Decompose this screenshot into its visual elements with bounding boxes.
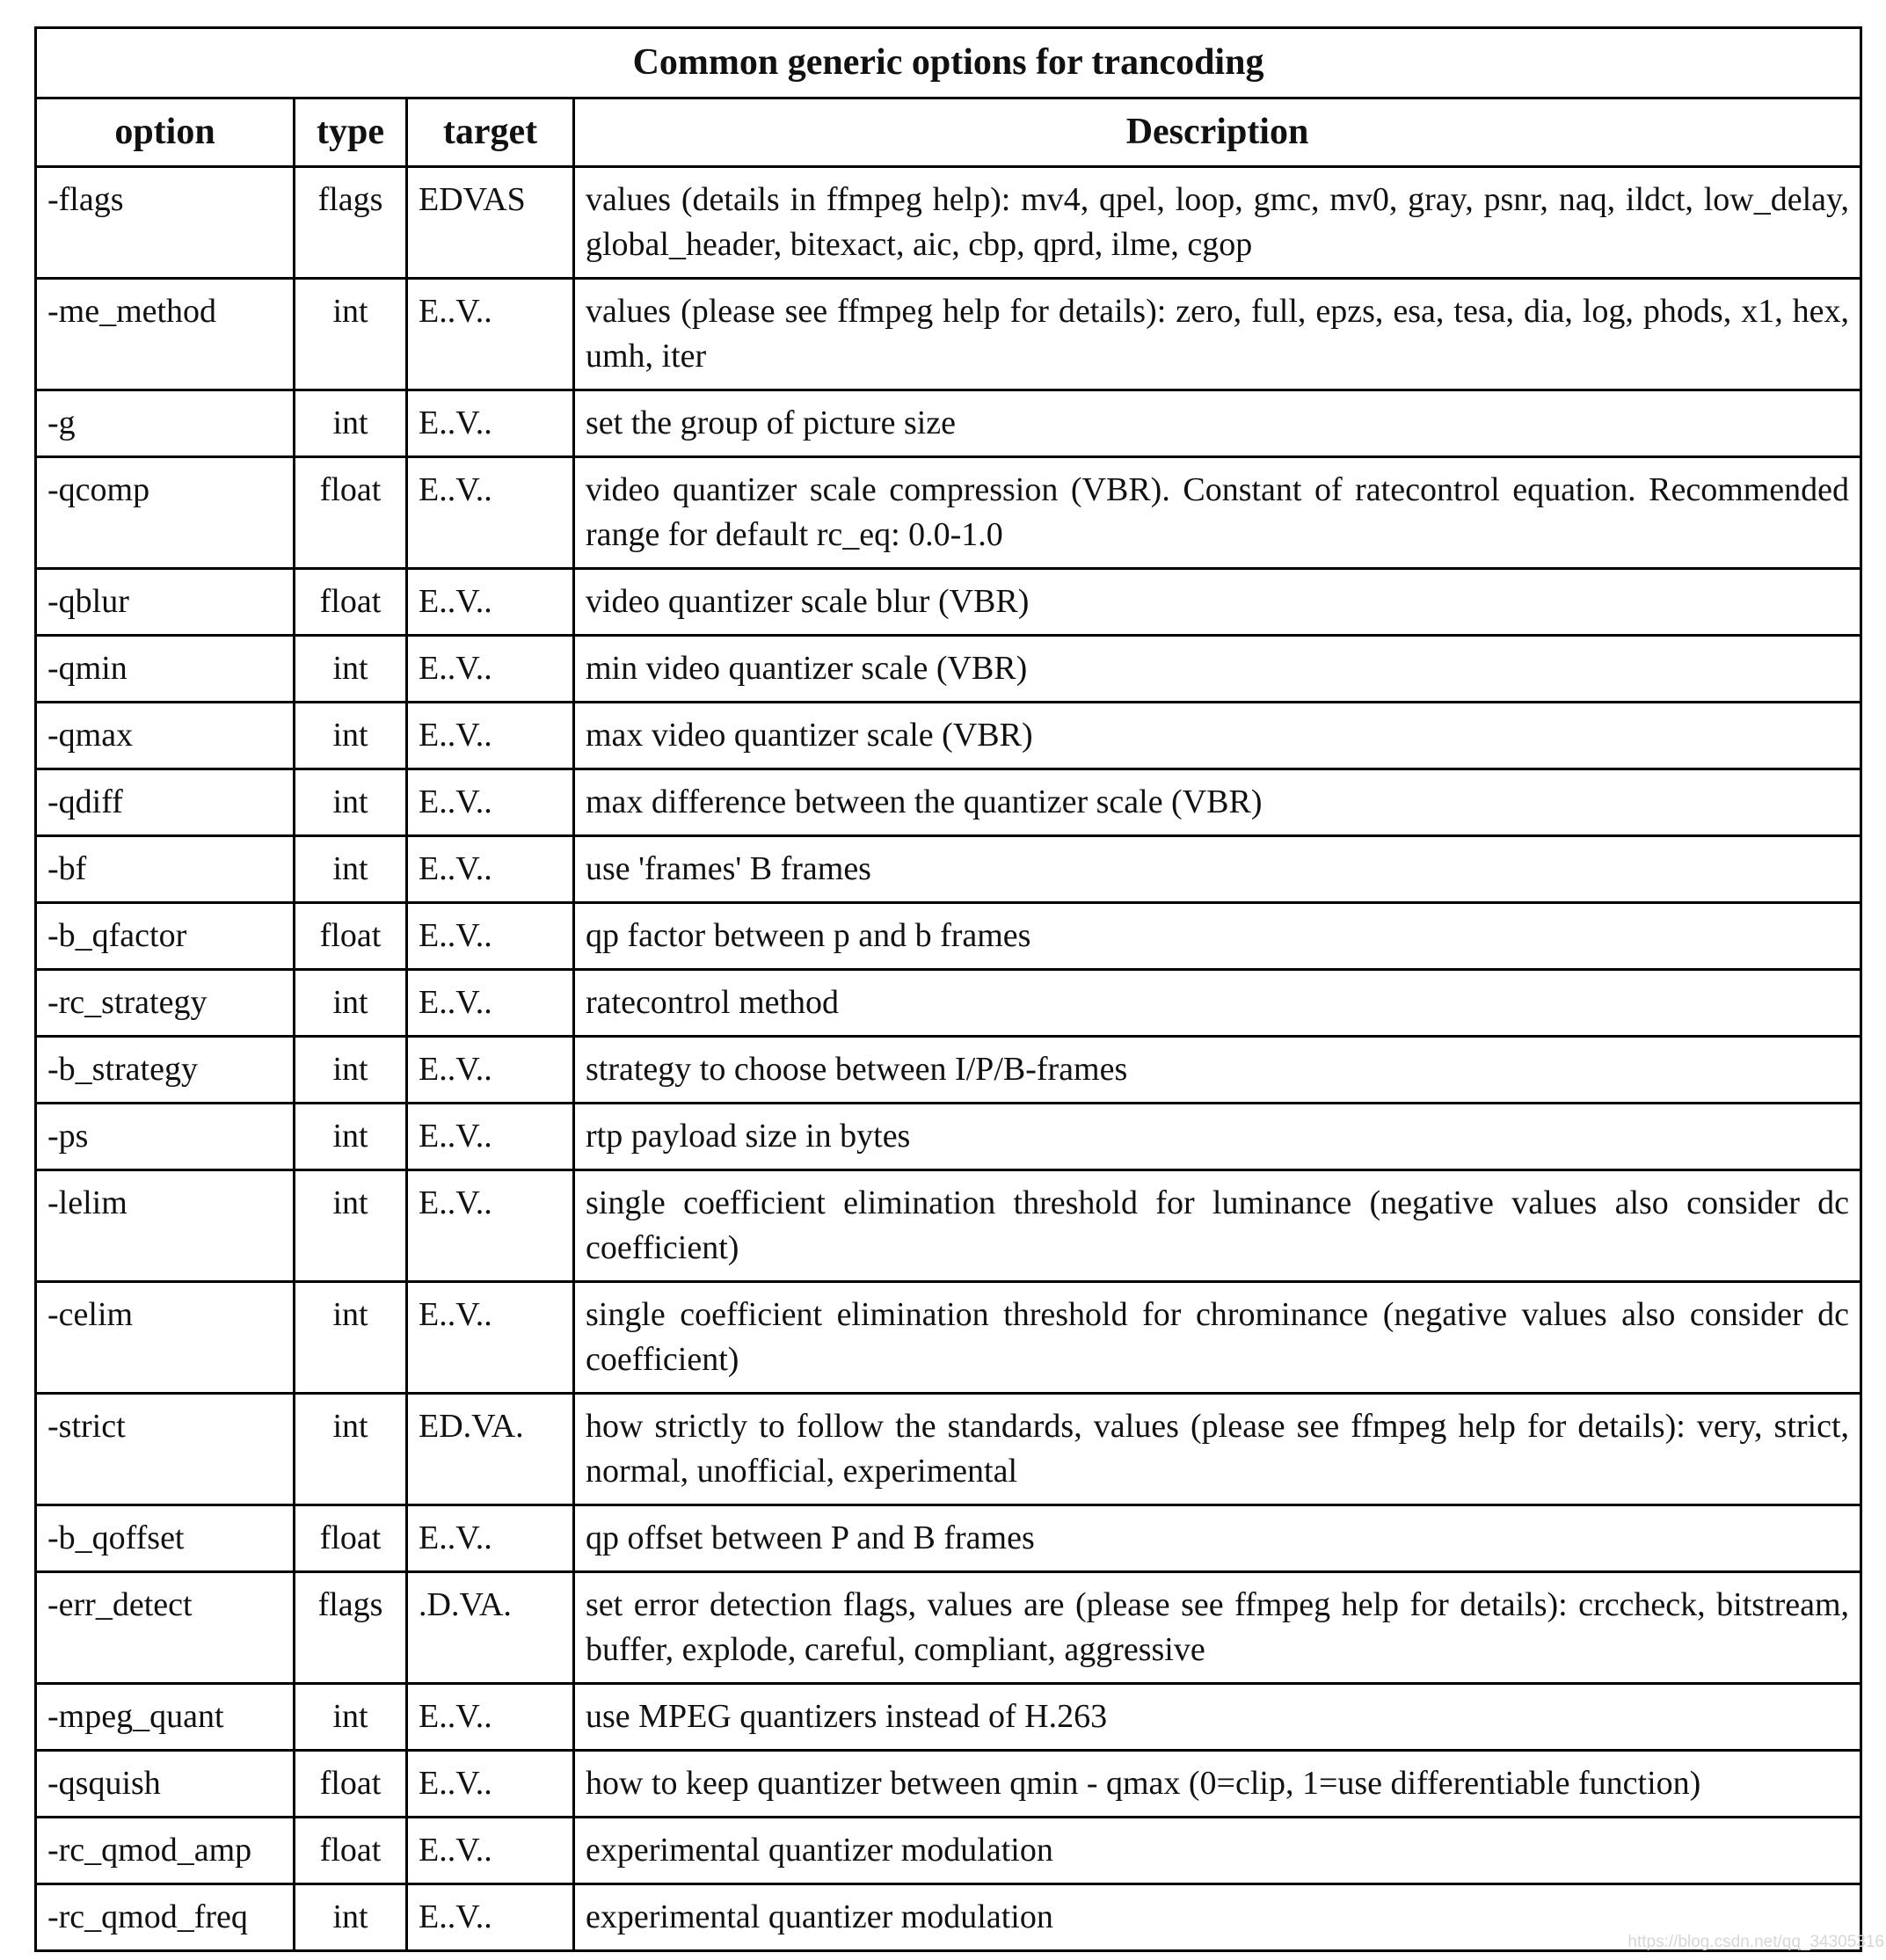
target-cell: E..V.. — [407, 390, 574, 457]
type-cell: int — [295, 1394, 407, 1505]
option-cell: -g — [36, 390, 295, 457]
table-row — [36, 703, 1861, 769]
description-cell: use 'frames' B frames — [574, 836, 1861, 903]
table-row — [36, 1884, 1861, 1951]
option-cell: -err_detect — [36, 1572, 295, 1684]
table-row — [36, 903, 1861, 970]
description-cell: qp offset between P and B frames — [574, 1505, 1861, 1572]
target-cell: E..V.. — [407, 1282, 574, 1394]
target-cell: E..V.. — [407, 903, 574, 970]
table-title: Common generic options for trancoding — [36, 28, 1861, 98]
table-row — [36, 569, 1861, 636]
table-row — [36, 1818, 1861, 1884]
description-cell: use MPEG quantizers instead of H.263 — [574, 1684, 1861, 1751]
description-cell: how to keep quantizer between qmin - qmax (0=clip, 1=use differentiable function) — [574, 1751, 1861, 1818]
description-cell: single coefficient elimination threshold for luminance (negative values also consider dc coefficient) — [574, 1170, 1861, 1282]
target-cell: EDVAS — [407, 167, 574, 279]
type-cell: int — [295, 390, 407, 457]
option-cell: -qmax — [36, 703, 295, 769]
option-cell: -b_qoffset — [36, 1505, 295, 1572]
type-cell: int — [295, 1684, 407, 1751]
type-cell: float — [295, 1818, 407, 1884]
option-cell: -strict — [36, 1394, 295, 1505]
target-cell: E..V.. — [407, 279, 574, 390]
option-cell: -b_qfactor — [36, 903, 295, 970]
target-cell: E..V.. — [407, 1505, 574, 1572]
type-cell: float — [295, 903, 407, 970]
description-cell: experimental quantizer modulation — [574, 1818, 1861, 1884]
target-cell: E..V.. — [407, 1037, 574, 1104]
type-cell: flags — [295, 1572, 407, 1684]
type-cell: int — [295, 703, 407, 769]
option-cell: -ps — [36, 1104, 295, 1170]
table-header-row — [36, 98, 1861, 167]
type-cell: int — [295, 970, 407, 1037]
description-cell: video quantizer scale compression (VBR). Constant of ratecontrol equation. Recommended range for default rc_eq: 0.0-1.0 — [574, 457, 1861, 569]
type-cell: int — [295, 1037, 407, 1104]
table-row — [36, 1170, 1861, 1282]
type-cell: int — [295, 1282, 407, 1394]
description-cell: video quantizer scale blur (VBR) — [574, 569, 1861, 636]
type-cell: flags — [295, 167, 407, 279]
type-cell: int — [295, 1884, 407, 1951]
target-cell: E..V.. — [407, 769, 574, 836]
description-cell: experimental quantizer modulation — [574, 1884, 1861, 1951]
table-row — [36, 1394, 1861, 1505]
type-cell: int — [295, 1170, 407, 1282]
table-row — [36, 457, 1861, 569]
table-row — [36, 1572, 1861, 1684]
table-row — [36, 1104, 1861, 1170]
table-row — [36, 390, 1861, 457]
type-cell: int — [295, 836, 407, 903]
option-cell: -flags — [36, 167, 295, 279]
type-cell: int — [295, 279, 407, 390]
header-type: type — [295, 98, 407, 167]
description-cell: min video quantizer scale (VBR) — [574, 636, 1861, 703]
header-target: target — [407, 98, 574, 167]
target-cell: E..V.. — [407, 1751, 574, 1818]
description-cell: single coefficient elimination threshold for chrominance (negative values also consider dc coefficient) — [574, 1282, 1861, 1394]
option-cell: -bf — [36, 836, 295, 903]
option-cell: -b_strategy — [36, 1037, 295, 1104]
table-row — [36, 279, 1861, 390]
option-cell: -rc_strategy — [36, 970, 295, 1037]
option-cell: -rc_qmod_amp — [36, 1818, 295, 1884]
target-cell: E..V.. — [407, 836, 574, 903]
description-cell: ratecontrol method — [574, 970, 1861, 1037]
type-cell: int — [295, 769, 407, 836]
option-cell: -celim — [36, 1282, 295, 1394]
type-cell: float — [295, 1751, 407, 1818]
target-cell: E..V.. — [407, 1684, 574, 1751]
table-row — [36, 769, 1861, 836]
table-row — [36, 167, 1861, 279]
target-cell: E..V.. — [407, 1884, 574, 1951]
header-option: option — [36, 98, 295, 167]
option-cell: -mpeg_quant — [36, 1684, 295, 1751]
type-cell: float — [295, 1505, 407, 1572]
table-body — [36, 167, 1861, 1951]
table-row — [36, 1505, 1861, 1572]
table-row — [36, 1037, 1861, 1104]
table-row — [36, 1282, 1861, 1394]
description-cell: set error detection flags, values are (please see ffmpeg help for details): crccheck, bitstream, buffer, explode, careful, compliant, aggressive — [574, 1572, 1861, 1684]
option-cell: -qblur — [36, 569, 295, 636]
description-cell: how strictly to follow the standards, values (please see ffmpeg help for details): very, strict, normal, unofficial, experimental — [574, 1394, 1861, 1505]
target-cell: E..V.. — [407, 1818, 574, 1884]
type-cell: int — [295, 636, 407, 703]
type-cell: int — [295, 1104, 407, 1170]
table-row — [36, 636, 1861, 703]
type-cell: float — [295, 457, 407, 569]
table-row — [36, 1684, 1861, 1751]
target-cell: E..V.. — [407, 1104, 574, 1170]
target-cell: E..V.. — [407, 1170, 574, 1282]
option-cell: -qcomp — [36, 457, 295, 569]
table-row — [36, 1751, 1861, 1818]
description-cell: rtp payload size in bytes — [574, 1104, 1861, 1170]
option-cell: -qsquish — [36, 1751, 295, 1818]
target-cell: E..V.. — [407, 569, 574, 636]
description-cell: qp factor between p and b frames — [574, 903, 1861, 970]
type-cell: float — [295, 569, 407, 636]
description-cell: values (please see ffmpeg help for details): zero, full, epzs, esa, tesa, dia, log, phods, x1, hex, umh, iter — [574, 279, 1861, 390]
target-cell: E..V.. — [407, 703, 574, 769]
target-cell: ED.VA. — [407, 1394, 574, 1505]
target-cell: .D.VA. — [407, 1572, 574, 1684]
target-cell: E..V.. — [407, 636, 574, 703]
table-row — [36, 836, 1861, 903]
description-cell: values (details in ffmpeg help): mv4, qpel, loop, gmc, mv0, gray, psnr, naq, ildct, low_delay, global_header, bitexact, aic, cbp, qprd, ilme, cgop — [574, 167, 1861, 279]
option-cell: -lelim — [36, 1170, 295, 1282]
description-cell: set the group of picture size — [574, 390, 1861, 457]
option-cell: -rc_qmod_freq — [36, 1884, 295, 1951]
description-cell: max video quantizer scale (VBR) — [574, 703, 1861, 769]
option-cell: -qdiff — [36, 769, 295, 836]
option-cell: -qmin — [36, 636, 295, 703]
description-cell: strategy to choose between I/P/B-frames — [574, 1037, 1861, 1104]
option-cell: -me_method — [36, 279, 295, 390]
table-title-row — [36, 28, 1861, 98]
target-cell: E..V.. — [407, 970, 574, 1037]
header-description: Description — [574, 98, 1861, 167]
watermark-text: https://blog.csdn.net/qq_34305316 — [1627, 1933, 1884, 1951]
target-cell: E..V.. — [407, 457, 574, 569]
options-table — [34, 26, 1862, 1952]
table-row — [36, 970, 1861, 1037]
description-cell: max difference between the quantizer scale (VBR) — [574, 769, 1861, 836]
